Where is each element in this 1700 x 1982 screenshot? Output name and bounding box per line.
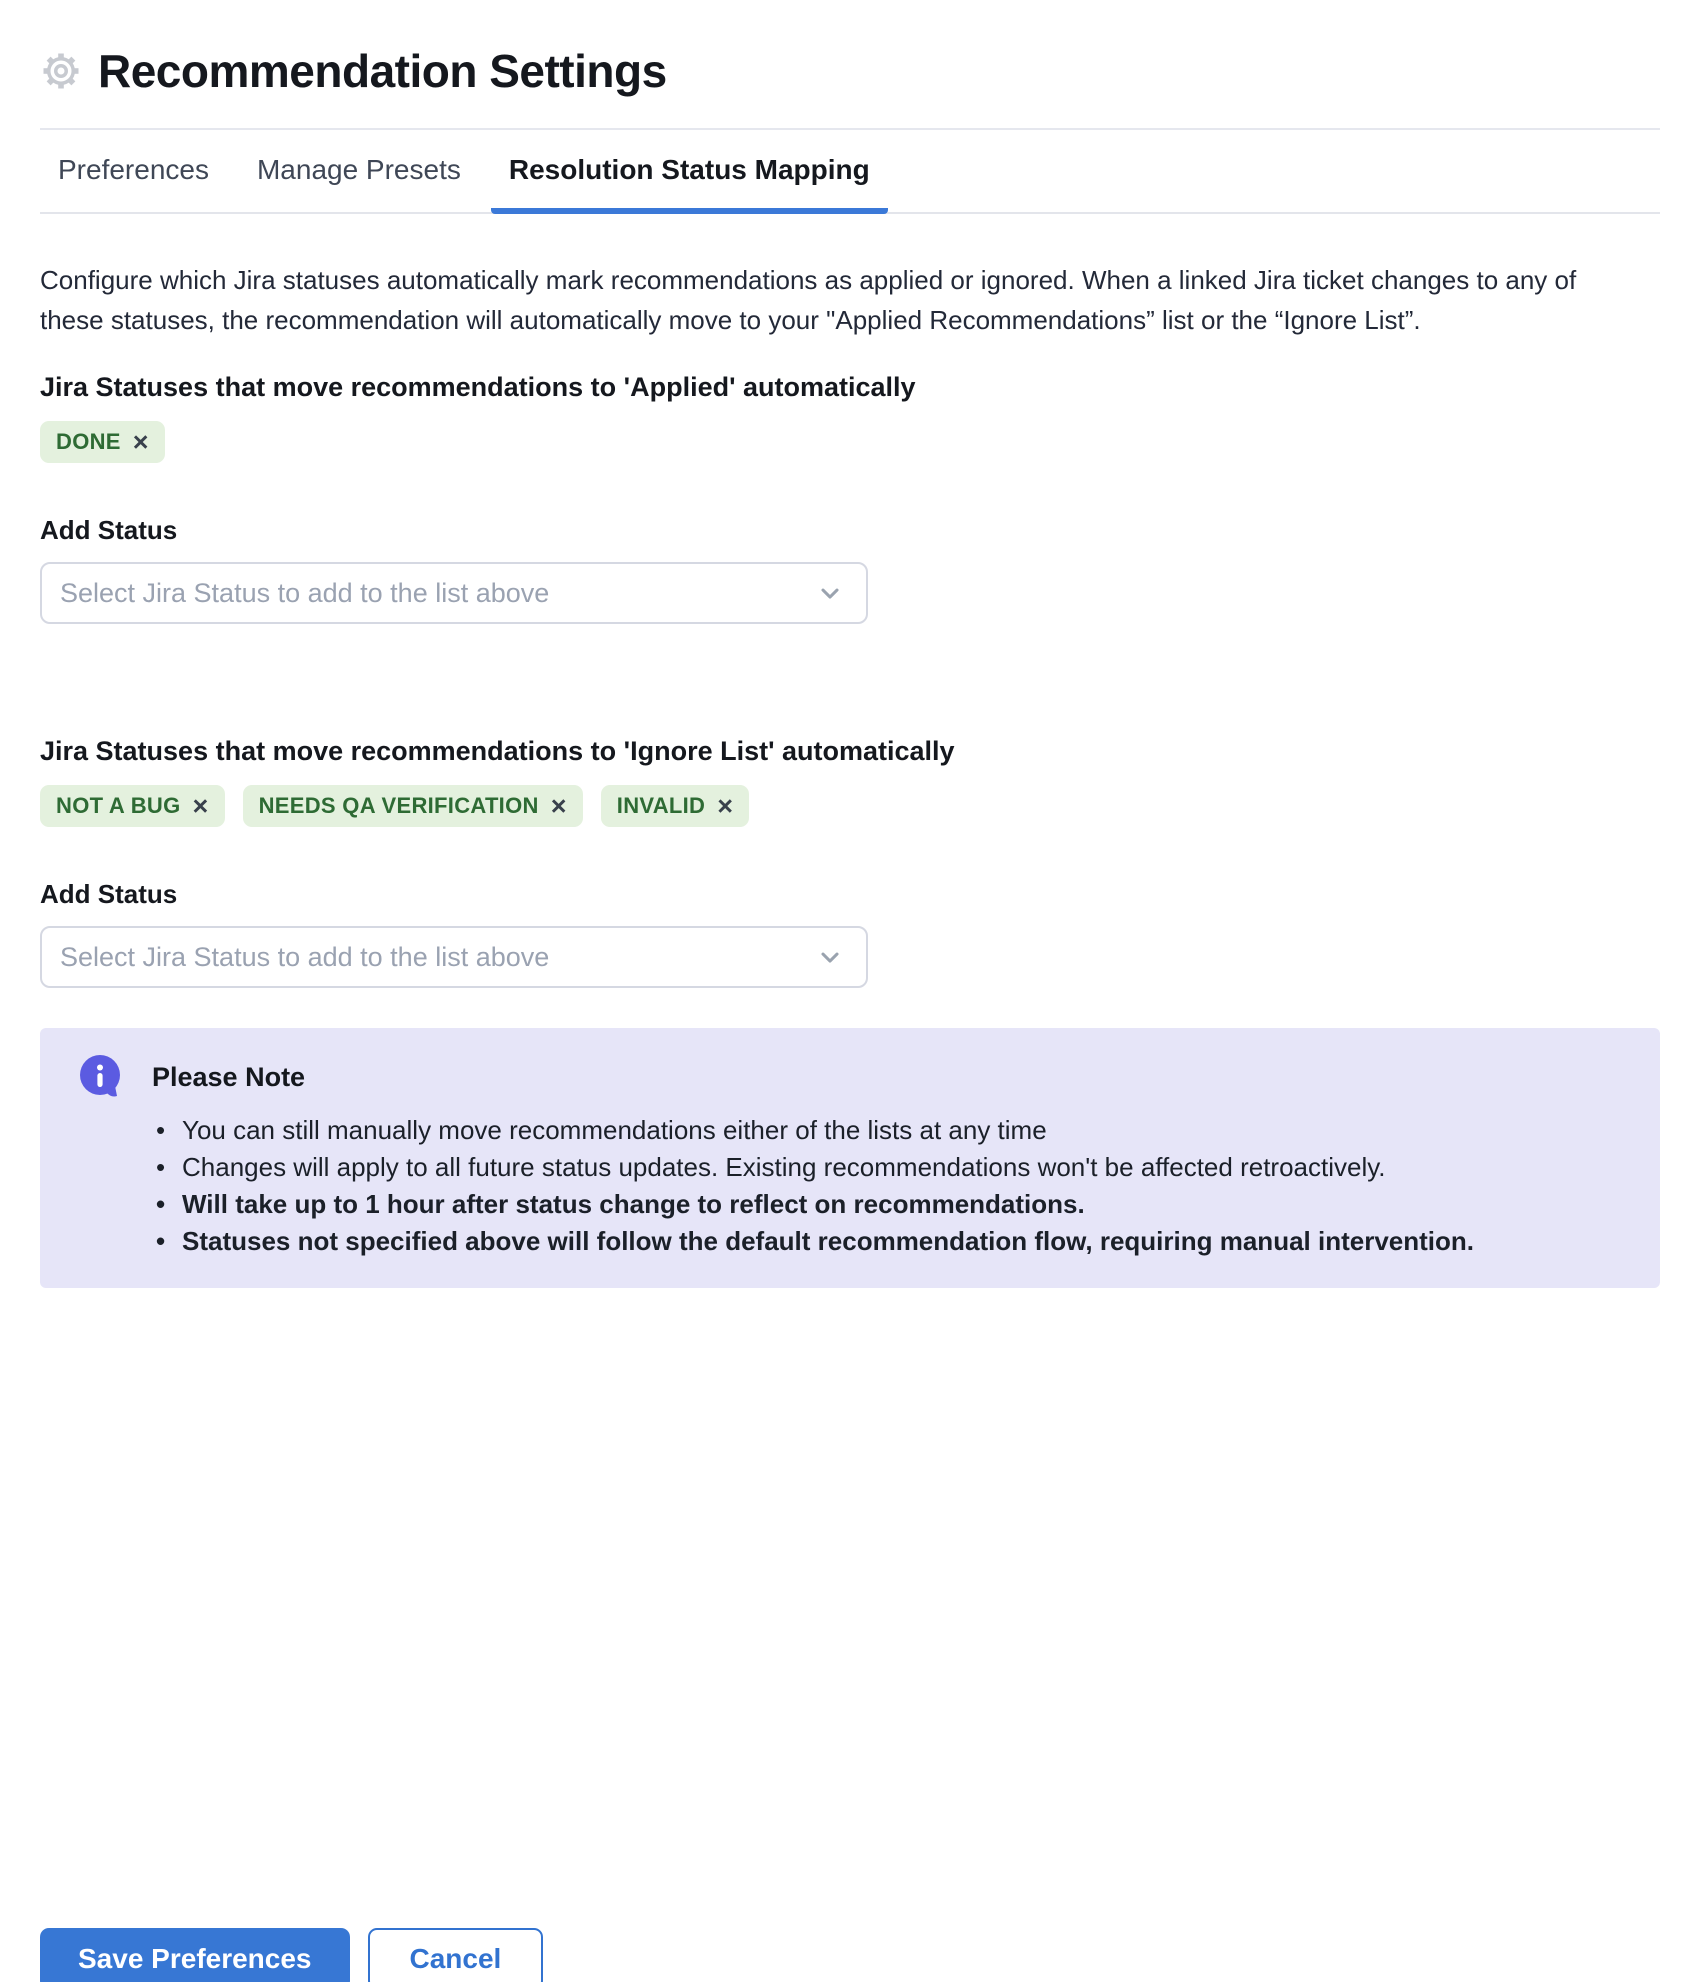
ignore-section-heading: Jira Statuses that move recommendations to 'Ignore List' automatically [40,736,955,766]
applied-status-chips [40,421,1660,463]
applied-status-select[interactable] [40,562,868,624]
note-item: • You can still manually move recommendations either of the lists at any time [150,1112,1630,1149]
page-title: Recommendation Settings [98,45,667,97]
status-chip-label: NEEDS QA VERIFICATION [258,793,539,818]
status-chip-needs-qa-verification [243,785,583,827]
tab-bar [40,130,1660,214]
info-icon [78,1054,122,1100]
ignore-add-status-label: Add Status [40,879,178,909]
note-item: • Will take up to 1 hour after status change to reflect on recommendations. [150,1186,1630,1223]
page-header [40,0,1660,98]
note-title: Please Note [152,1061,306,1092]
gear-icon [40,50,82,92]
chevron-down-icon [816,943,844,971]
tab-resolution-status-mapping[interactable]: Resolution Status Mapping [491,130,888,214]
tab-manage-presets[interactable]: Manage Presets [256,154,461,185]
applied-add-status-label: Add Status [40,515,178,545]
status-chip-label: NOT A BUG [56,793,181,818]
page-description: Configure which Jira statuses automatically mark recommendations as applied or ignored. When a linked Jira ticket changes to any of these statuses, the recommendation will automatically move to your "Applied Recommendations” list or the “Ignore List”. [40,265,1577,335]
remove-status-icon[interactable]: × [550,790,567,821]
save-preferences-button[interactable]: Save Preferences [40,1928,350,1982]
note-item: • Statuses not specified above will follow the default recommendation flow, requiring manual intervention. [150,1223,1630,1260]
remove-status-icon[interactable]: × [717,790,734,821]
action-bar [40,1928,1660,1982]
cancel-button[interactable]: Cancel [368,1928,544,1982]
status-chip-not-a-bug [40,785,225,827]
note-item: • Changes will apply to all future status updates. Existing recommendations won't be affected retroactively. [150,1149,1630,1186]
chevron-down-icon [816,579,844,607]
ignore-status-chips [40,785,1660,827]
remove-status-icon[interactable]: × [192,790,209,821]
note-panel [40,1028,1660,1288]
select-placeholder: Select Jira Status to add to the list above [60,577,550,608]
status-chip-invalid [601,785,750,827]
remove-status-icon[interactable]: × [132,426,149,457]
ignore-status-select[interactable] [40,926,868,988]
note-header [78,1054,1630,1100]
status-chip-label: INVALID [616,793,706,818]
status-chip-label: DONE [56,429,121,454]
applied-section-heading: Jira Statuses that move recommendations to 'Applied' automatically [40,372,916,402]
select-placeholder: Select Jira Status to add to the list above [60,941,550,972]
tab-preferences[interactable]: Preferences [58,154,209,185]
note-list [150,1112,1630,1260]
status-chip-done [40,421,165,463]
